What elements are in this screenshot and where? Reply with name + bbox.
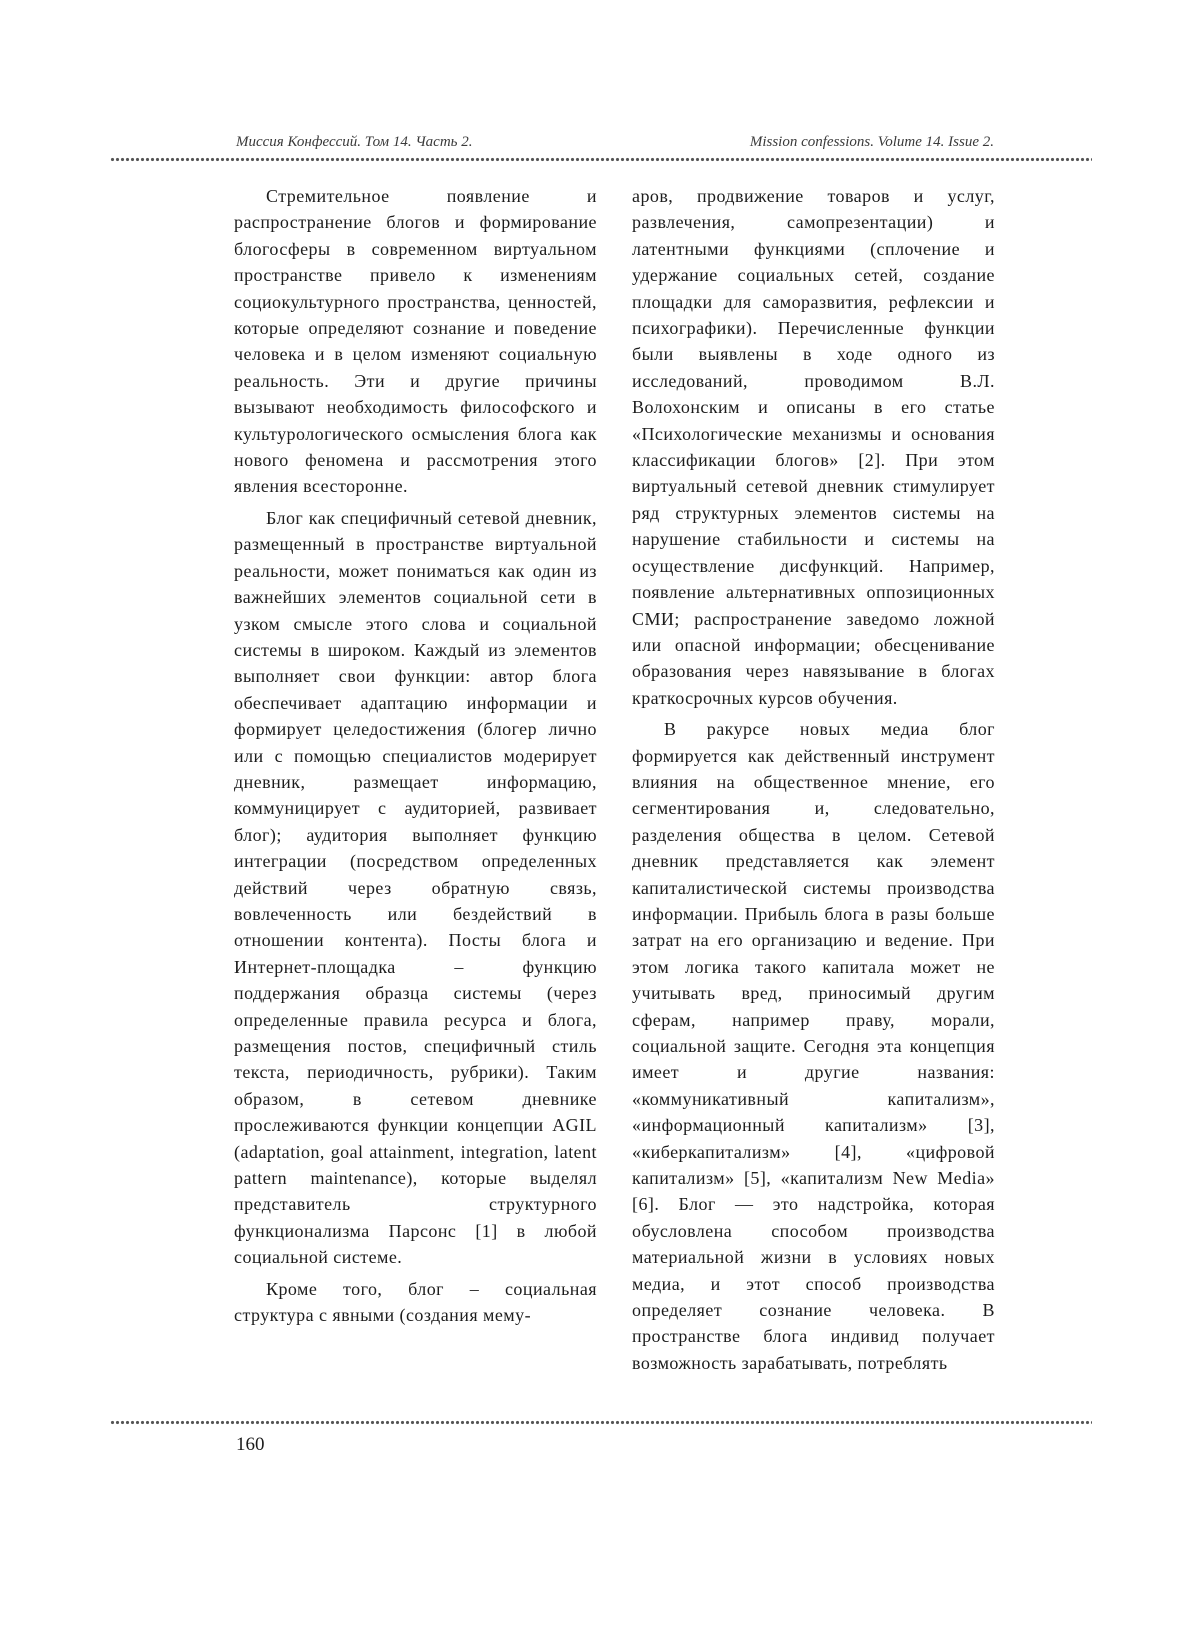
text-column-right (632, 183, 995, 1381)
running-header-en: Mission confessions. Volume 14. Issue 2. (749, 134, 994, 150)
paragraph: В ракурсе новых медиа блог формируется как действенный инструмент влияния на общественное мнение, его сегментирования и, следовательно, разделения общества в целом. Сетевой дневник представляется как элемент капиталистической системы производства информации. Прибыль блога в разы больше затрат на его организацию и ведение. При этом логика такого капитала может не учитывать вред, приносимый другим сферам, например праву, морали, социальной защите. Сегодня эта концепция имеет и другие названия: «коммуникативный капитализм», «информационный капитализм» [3], «киберкапитализм» [4], «цифровой капитализм» [5], «капитализм New Media» [6]. Блог — это надстройка, которая обусловлена способом производства материальной жизни в условиях новых медиа, и этот способ производства определяет сознание человека. В пространстве блога индивид получает возможность зарабатывать, потреблять (632, 719, 995, 1373)
footer-ornament-divider (110, 1418, 1092, 1427)
paragraph: Блог как специфичный сетевой дневник, размещенный в пространстве виртуальной реальности, может пониматься как один из важнейших элементов социальной сети в узком смысле этого слова и социальной системы в широком. Каждый из элементов выполняет свои функции: автор блога обеспечивает адаптацию информации и формирует целедостижения (блогер лично или с помощью специалистов модерирует дневник, размещает информацию, коммуницирует с аудиторией, развивает блог); аудитория выполняет функцию интеграции (посредством определенных действий через обратную связь, вовлеченность или бездействий в отношении контента). Посты блога и Интернет-площадка – функцию поддержания образца системы (через определенные правила ресурса и блога, размещения постов, специфичный стиль текста, периодичность, рубрики). Таким образом, в сетевом дневнике прослеживаются функции концепции AGIL (adaptation, goal attainment, integration, latent pattern maintenance), которые выделял представитель структурного функционализма Парсонс [1] в любой социальной системе. (234, 507, 597, 1268)
page-number: 160 (236, 1434, 265, 1455)
running-header-ru: Миссия Конфессий. Том 14. Часть 2. (236, 134, 473, 150)
text-column-left (234, 183, 597, 1333)
paragraph: Стремительное появление и распространение блогов и формирование блогосферы в современном виртуальном пространстве привело к изменениям социокультурного пространства, ценностей, которые определяют сознание и поведение человека и в целом изменяют социальную реальность. Эти и другие причины вызывают необходимость философского и культурологического осмысления блога как нового феномена и рассмотрения этого явления всесторонне. (234, 186, 597, 497)
paragraph: Кроме того, блог – социальная структура с явными (создания мему- (234, 1278, 597, 1326)
header-ornament-divider (110, 155, 1092, 164)
paragraph-continued: аров, продвижение товаров и услуг, развлечения, самопрезентации) и латентными функциями (сплочение и удержание социальных сетей, создание площадки для саморазвития, рефлексии и психографики). Перечисленные функции были выявлены в ходе одного из исследований, проводимом В.Л. Волохонским и описаны в его статье «Психологические механизмы и основания классификации блогов» [2]. При этом виртуальный сетевой дневник стимулирует ряд структурных элементов системы на нарушение стабильности и системы на осуществление дисфункций. Например, появление альтернативных оппозиционных СМИ; распространение заведомо ложной или опасной информации; обесценивание образования через навязывание в блогах краткосрочных курсов обучения. (632, 186, 995, 708)
